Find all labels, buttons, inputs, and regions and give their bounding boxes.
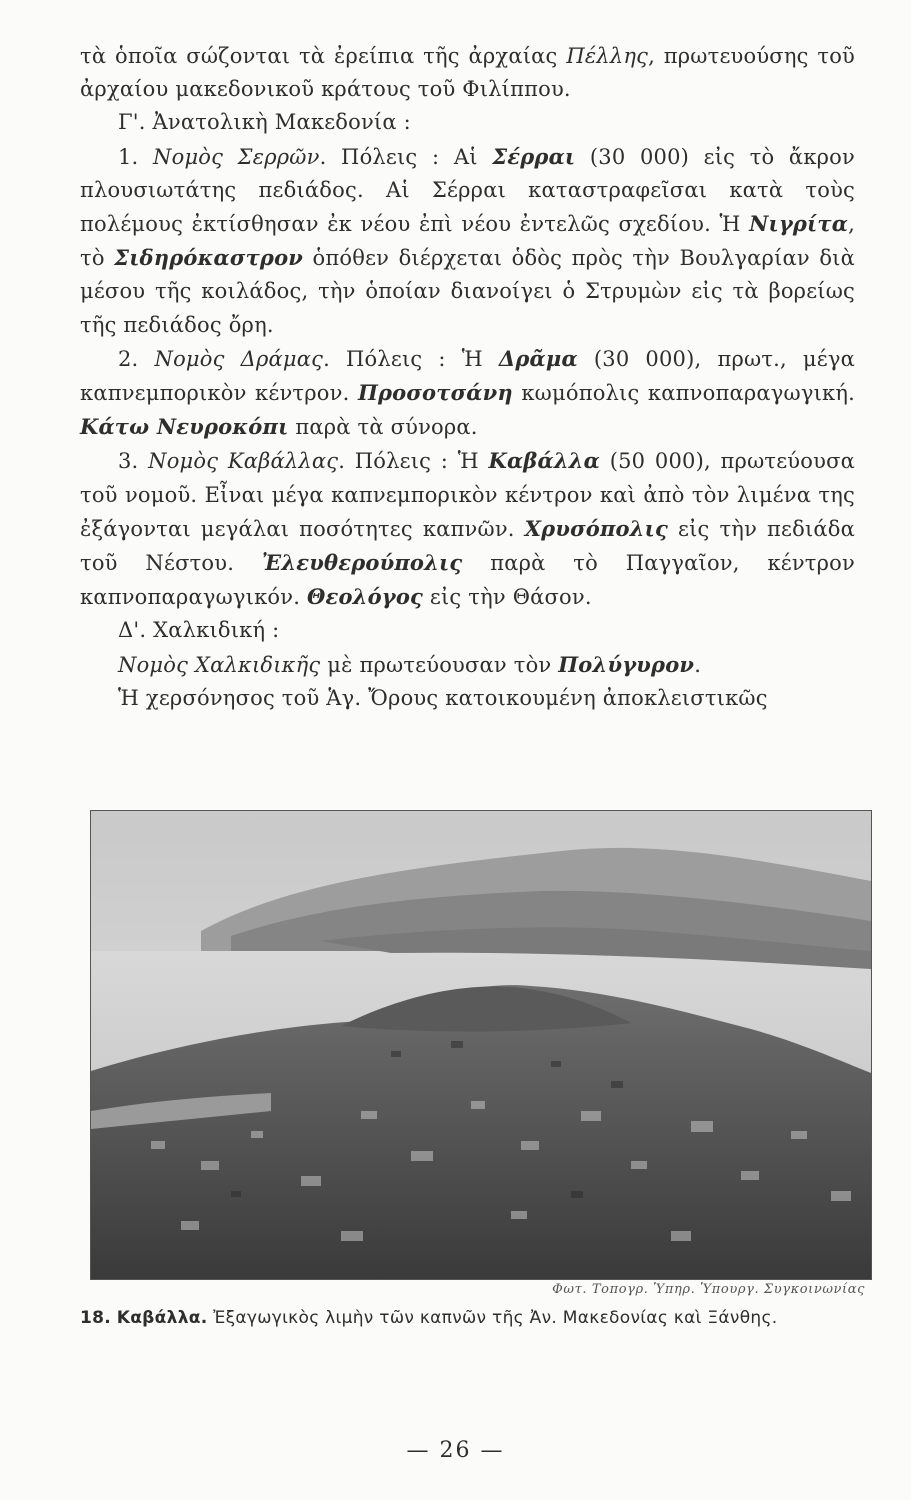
- text-run: Πολύγυρον: [558, 651, 695, 677]
- text-run: Σιδηρόκαστρον: [114, 245, 304, 271]
- text-run: Νομὸς Καβάλλας: [148, 449, 339, 474]
- text-run: Προσοτσάνη: [357, 380, 513, 406]
- text-run: παρὰ τὰ σύνορα.: [288, 415, 478, 440]
- text-run: , πρωτευούσης τοῦ ἀρχαίου μακεδονικοῦ κράτους τοῦ Φιλίππου.: [80, 44, 856, 102]
- text-run: Καβάλλα: [488, 448, 601, 474]
- photo-credit: Φωτ. Τοπογρ. Ὑπηρ. Ὑπουργ. Συγκοινωνίας: [552, 1282, 865, 1297]
- text-run: Δ'. Χαλκιδική :: [118, 618, 280, 643]
- text-run: Θεολόγος: [306, 584, 424, 610]
- text-run: . Πόλεις : Αἱ: [319, 144, 493, 169]
- paragraph-p1: [80, 40, 855, 106]
- text-run: Χρυσόπολις: [524, 515, 669, 541]
- text-run: Πέλλης: [566, 44, 649, 68]
- text-run: παρὰ τὸ Παγγαῖον, κέντρον καπνοπαραγωγικόν.: [80, 551, 855, 610]
- kavala-harbor-photo: [90, 810, 872, 1280]
- paragraph-p5: [80, 444, 855, 614]
- text-run: μὲ πρωτεύουσαν τὸν: [320, 652, 559, 677]
- figure-caption: [80, 1308, 880, 1328]
- text-run: Ἐλευθερούπολις: [261, 550, 463, 576]
- photo-illustration: [91, 811, 871, 1279]
- text-run: εἰς τὴν Θάσον.: [423, 585, 592, 610]
- caption-text: Ἐξαγωγικὸς λιμὴν τῶν καπνῶν τῆς Ἀν. Μακεδονίας καὶ Ξάνθης.: [207, 1308, 778, 1328]
- paragraph-p8: [80, 682, 855, 715]
- caption-number: 18.: [80, 1308, 112, 1328]
- page-number: — 26 —: [406, 1438, 505, 1463]
- text-run: ὁπόθεν διέρχεται ὁδὸς πρὸς τὴν Βουλγαρίαν διὰ μέσου τῆς κοιλάδος, τὴν ὁποίαν διανοίγει ὁ Στρυμὼν εἰς τὰ βορείως τῆς πεδιάδος ὄρη.: [80, 246, 855, 337]
- text-run: (30 000), πρωτ., μέγα καπνεμπορικὸν κέντρον.: [80, 346, 855, 406]
- paragraph-p2: [80, 106, 855, 139]
- text-run: 1.: [118, 144, 154, 169]
- text-run: κωμόπολις καπνοπαραγωγική.: [512, 381, 855, 406]
- text-run: 3.: [118, 449, 149, 474]
- text-run: Γ'. Ἀνατολικὴ Μακεδονία :: [118, 110, 411, 135]
- paragraph-p3: [80, 140, 855, 342]
- text-run: Κάτω Νευροκόπι: [80, 414, 289, 440]
- text-run: τὰ ὁποῖα σώζονται τὰ ἐρείπια τῆς ἀρχαίας: [80, 44, 567, 68]
- text-run: (30 000) εἰς τὸ ἄκρον πλουσιωτάτης πεδιάδος. Αἱ Σέρραι καταστραφεῖσαι κατὰ τοὺς πολέμους ἐκτίσθησαν ἐκ νέου ἐπὶ νέου ἐντελῶς σχεδίου. Ἡ: [80, 144, 855, 237]
- text-run: , τὸ: [80, 212, 855, 271]
- text-run: Σέρραι: [492, 143, 576, 169]
- body-text: [80, 40, 855, 715]
- paragraph-p4: [80, 342, 855, 445]
- text-run: Νιγρίτα: [749, 211, 849, 237]
- text-run: . Πόλεις : Ἡ: [338, 449, 489, 474]
- caption-title: Καβάλλα.: [116, 1308, 208, 1328]
- text-run: . Πόλεις : Ἡ: [323, 346, 499, 371]
- text-run: .: [694, 652, 702, 677]
- text-run: Νομὸς Δράμας: [154, 346, 324, 371]
- text-run: εἰς τὴν πεδιάδα τοῦ Νέστου.: [80, 516, 855, 576]
- paragraph-p7: [80, 648, 855, 682]
- text-run: Ἡ χερσόνησος τοῦ Ἁγ. Ὄρους κατοικουμένη ἀποκλειστικῶς: [118, 685, 768, 710]
- text-run: 2.: [118, 346, 155, 371]
- text-run: Νομὸς Χαλκιδικῆς: [118, 652, 321, 677]
- text-run: Δρᾶμα: [498, 345, 578, 371]
- text-run: (50 000), πρωτεύουσα τοῦ νομοῦ. Εἶναι μέγα καπνεμπορικὸν κέντρον καὶ ἀπὸ τὸν λιμένα της ἐξάγονται μεγάλαι ποσότητες καπνῶν.: [80, 449, 855, 541]
- paragraph-p6: [80, 614, 855, 647]
- text-run: Νομὸς Σερρῶν: [153, 144, 320, 169]
